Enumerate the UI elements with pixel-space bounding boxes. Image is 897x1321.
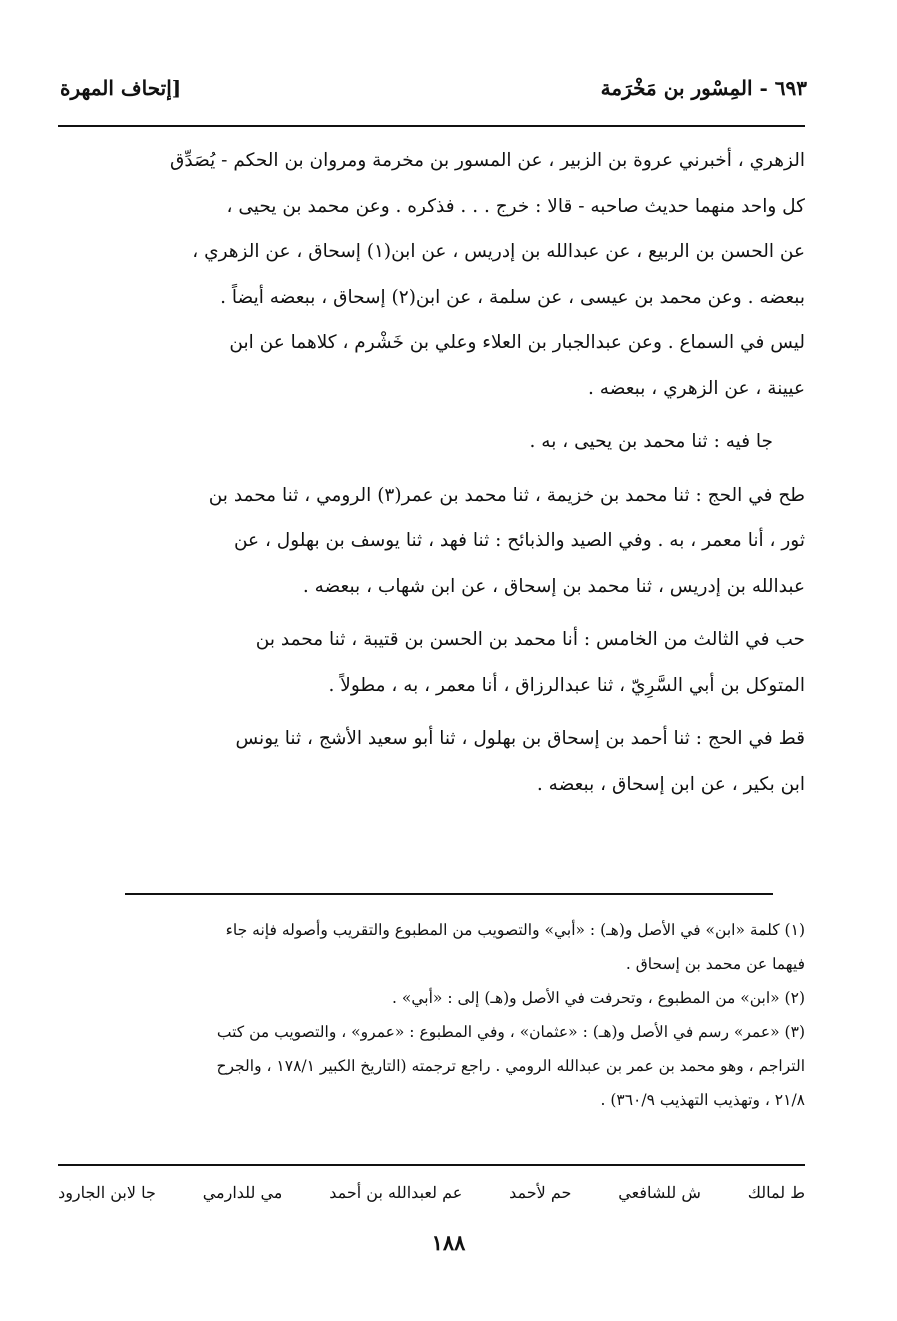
paragraph-4 xyxy=(58,617,805,708)
text-line: الزهري ، أخبرني عروة بن الزبير ، عن المسور بن مخرمة ومروان بن الحكم - يُصَدِّق xyxy=(170,150,805,171)
footnote-2 xyxy=(58,981,805,1015)
abbrev-item: مي للدارمي xyxy=(202,1183,283,1202)
footnote-3 xyxy=(58,1015,805,1117)
paragraph-5 xyxy=(58,716,805,807)
footnote-1 xyxy=(58,913,805,981)
text-line: المتوكل بن أبي السَّرِيّ ، ثنا عبدالرزاق ، أنا معمر ، به ، مطولاً . xyxy=(328,674,805,696)
paragraph-3 xyxy=(58,473,805,610)
abbrev-item: ط لمالك xyxy=(747,1183,805,1202)
text-line: ابن بكير ، عن ابن إسحاق ، ببعضه . xyxy=(536,773,805,795)
header-rule xyxy=(58,125,805,127)
text-line: ثور ، أنا معمر ، به . وفي الصيد والذبائح : ثنا فهد ، ثنا يوسف بن بهلول ، عن xyxy=(233,530,805,551)
text-line: ليس في السماع . وعن عبدالجبار بن العلاء وعلي بن خَشْرم ، كلاهما عن ابن xyxy=(229,332,805,353)
abbrev-item: عم لعبدالله بن أحمد xyxy=(329,1183,463,1202)
abbrev-item: حم لأحمد xyxy=(509,1183,572,1202)
footnote-line: فيهما عن محمد بن إسحاق . xyxy=(625,955,805,973)
text-line: طح في الحج : ثنا محمد بن خزيمة ، ثنا محمد بن عمر(٣) الرومي ، ثنا محمد بن xyxy=(208,484,805,506)
abbrev-item: ش للشافعي xyxy=(618,1183,701,1202)
footnote-line: (٣) «عمر» رسم في الأصل و(هـ) : «عثمان» ، وفي المطبوع : «عمرو» ، والتصويب من كتب xyxy=(216,1023,805,1041)
running-title-left: [إتحاف المهرة xyxy=(60,76,182,100)
abbreviations-rule xyxy=(58,1164,805,1166)
text-line: قط في الحج : ثنا أحمد بن إسحاق بن بهلول ، ثنا أبو سعيد الأشج ، ثنا يونس xyxy=(235,728,805,749)
abbreviations-key xyxy=(58,1178,805,1208)
page-number: ١٨٨ xyxy=(431,1230,466,1255)
footnote-rule xyxy=(125,893,773,895)
footnote-line: ٢١/٨ ، وتهذيب التهذيب ٣٦٠/٩) . xyxy=(600,1091,805,1109)
footnote-line: (١) كلمة «ابن» في الأصل و(هـ) : «أبي» والتصويب من المطبوع والتقريب وأصوله فإنه جاء xyxy=(225,921,805,939)
footnote-line: التراجم ، وهو محمد بن عمر بن عبدالله الرومي . راجع ترجمته (التاريخ الكبير ١٧٨/١ ، والجرح xyxy=(216,1057,805,1075)
text-line: عبدالله بن إدريس ، ثنا محمد بن إسحاق ، عن ابن شهاب ، ببعضه . xyxy=(302,575,805,597)
running-title-right: ٦٩٣ - المِسْور بن مَخْرَمة xyxy=(600,76,807,100)
text-line: عن الحسن بن الربيع ، عن عبدالله بن إدريس ، عن ابن(١) إسحاق ، عن الزهري ، xyxy=(192,241,805,262)
text-line: ببعضه . وعن محمد بن عيسى ، عن سلمة ، عن ابن(٢) إسحاق ، ببعضه أيضاً . xyxy=(220,286,805,308)
text-line: جا فيه : ثنا محمد بن يحيى ، به . xyxy=(529,431,773,452)
footnotes xyxy=(58,913,805,1117)
footnote-line: (٢) «ابن» من المطبوع ، وتحرفت في الأصل و(هـ) إلى : «أبي» . xyxy=(392,989,805,1007)
paragraph-2 xyxy=(58,419,805,465)
text-line: عيينة ، عن الزهري ، ببعضه . xyxy=(588,377,805,399)
paragraph-1 xyxy=(58,138,805,411)
running-header xyxy=(60,76,807,110)
text-line: حب في الثالث من الخامس : أنا محمد بن الحسن بن قتيبة ، ثنا محمد بن xyxy=(255,629,805,650)
text-line: كل واحد منهما حديث صاحبه - قالا : خرج . . . فذكره . وعن محمد بن يحيى ، xyxy=(226,195,805,217)
main-text xyxy=(58,138,805,807)
abbrev-item: جا لابن الجارود xyxy=(58,1183,156,1202)
